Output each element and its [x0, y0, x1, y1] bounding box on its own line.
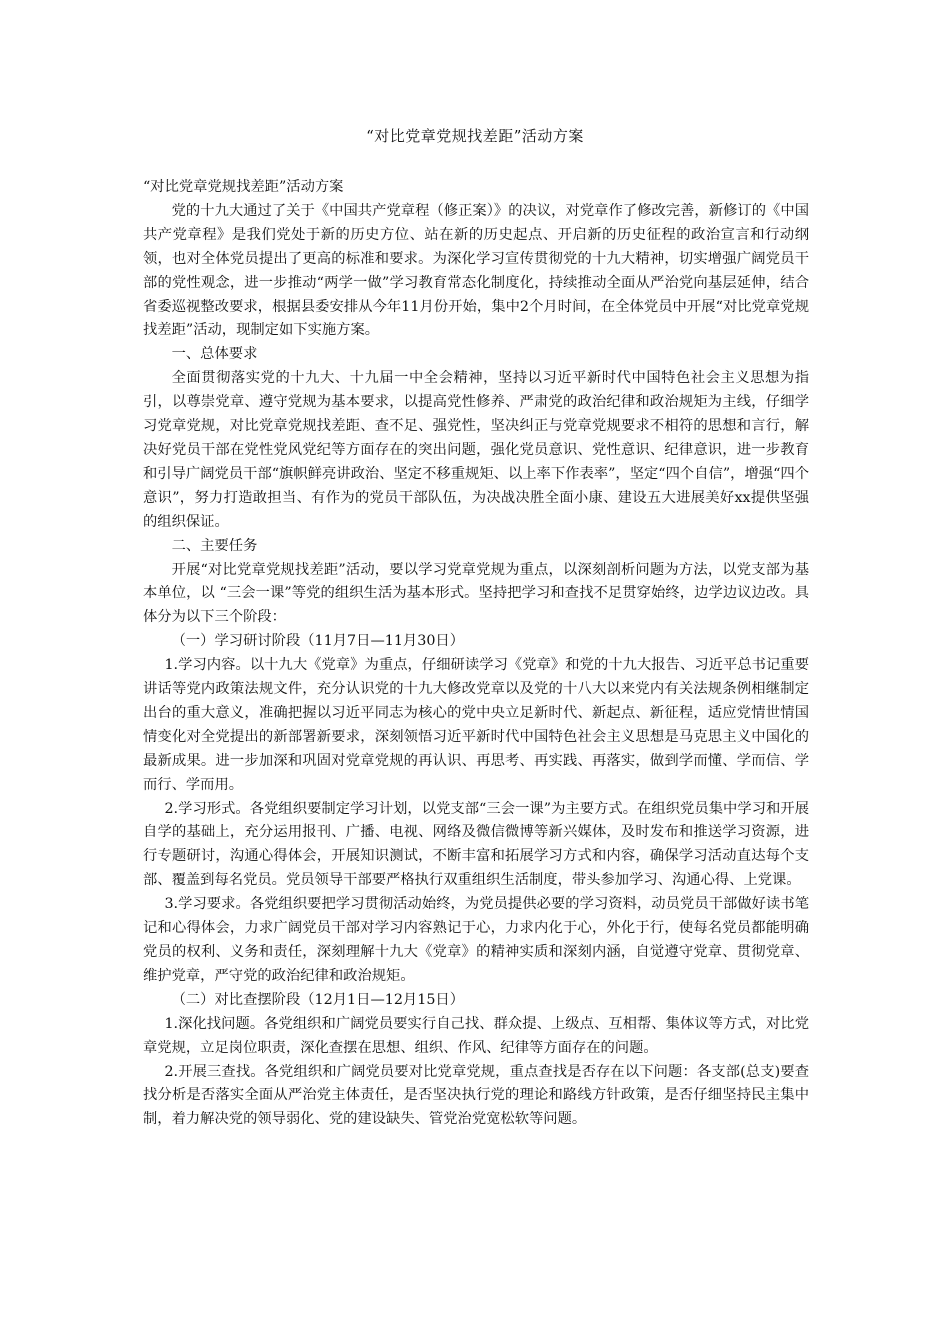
document-title: “对比党章党规找差距”活动方案 — [366, 127, 584, 145]
body-paragraph: 党的十九大通过了关于《中国共产党章程（修正案）》的决议，对党章作了修改完善，新修订的《中国共产党章程》是我们党处于新的历史方位、站在新的历史起点、开启新的历史征程的政治宣言和行动纲领，也对全体党员提出了更高的标准和要求。为深化学习宣传贯彻党的十九大精神，切实增强广阔党员干部的党性观念，进一步推动“两学一做”学习教育常态化制度化，持续推动全面从严治党向基层延伸，结合省委巡视整改要求，根据县委安排从今年11月份开始，集中2个月时间，在全体党员中开展“对比党章党规找差距”活动，现制定如下实施方案。 — [143, 202, 809, 339]
body-paragraph: 开展“对比党章党规找差距”活动，要以学习党章党规为重点，以深刻剖析问题为方法，以党支部为基本单位，以 “三会一课”等党的组织生活为基本形式。坚持把学习和查找不足贯穿始终，边学边议边改。具体分为以下三个阶段： — [143, 561, 809, 626]
body-paragraph: 2.学习形式。各党组织要制定学习计划，以党支部“三会一课”为主要方式。在组织党员集中学习和开展自学的基础上，充分运用报刊、广播、电视、网络及微信微博等新兴媒体，及时发布和推送学习资源，进行专题研讨，沟通心得体会，开展知识测试，不断丰富和拓展学习方式和内容，确保学习活动直达每个支部、覆盖到每名党员。党员领导干部要严格执行双重组织生活制度，带头参加学习、沟通心得、上党课。 — [143, 800, 809, 889]
body-paragraph: “对比党章党规找差距”活动方案 — [143, 179, 344, 195]
subsection-heading: （二）对比查摆阶段（12月1日—12月15日） — [171, 991, 465, 1008]
section-heading: 二、主要任务 — [171, 537, 258, 554]
body-paragraph: 2.开展三查找。各党组织和广阔党员要对比党章党规，重点查找是否存在以下问题：各支部(总支)要查找分析是否落实全面从严治党主体责任，是否坚决执行党的理论和路线方针政策，是否仔细坚持民主集中制，着力解决党的领导弱化、党的建设缺失、管党治党宽松软等问题。 — [143, 1063, 809, 1128]
body-paragraph: 1.学习内容。以十九大《党章》为重点，仔细研读学习《党章》和党的十九大报告、习近平总书记重要讲话等党内政策法规文件，充分认识党的十九大修改党章以及党的十八大以来党内有关法规条例相继制定出台的重大意义，准确把握以习近平同志为核心的党中央立足新时代、新起点、新征程，适应党情世情国情变化对全党提出的新部署新要求，深刻领悟习近平新时代中国特色社会主义思想是马克思主义中国化的最新成果。进一步加深和巩固对党章党规的再认识、再思考、再实践、再落实，做到学而懂、学而信、学而行、学而用。 — [143, 657, 809, 793]
body-paragraph: 全面贯彻落实党的十九大、十九届一中全会精神，坚持以习近平新时代中国特色社会主义思想为指引，以尊崇党章、遵守党规为基本要求，以提高党性修养、严肃党的政治纪律和政治规矩为主线，仔细学习党章党规，对比党章党规找差距、查不足、强党性，坚决纠正与党章党规要求不相符的思想和言行，解决好党员干部在党性党风党纪等方面存在的突出问题，强化党员意识、党性意识、纪律意识，进一步教育和引导广阔党员干部“旗帜鲜亮讲政治、坚定不移重规矩、以上率下作表率”，坚定“四个自信”，增强“四个意识”，努力打造敢担当、有作为的党员干部队伍，为决战决胜全面小康、建设五大进展美好xx提供坚强的组织保证。 — [143, 370, 809, 530]
document-body — [143, 176, 809, 1132]
body-paragraph: 3.学习要求。各党组织要把学习贯彻活动始终，为党员提供必要的学习资料，动员党员干部做好读书笔记和心得体会，力求广阔党员干部对学习内容熟记于心，力求内化于心，外化于行，使每名党员都能明确党员的权利、义务和责任，深刻理解十九大《党章》的精神实质和深刻内涵，自觉遵守党章、贯彻党章、维护党章，严守党的政治纪律和政治规矩。 — [143, 896, 809, 984]
section-heading: 一、总体要求 — [171, 346, 258, 363]
body-paragraph: 1.深化找问题。各党组织和广阔党员要实行自己找、群众提、上级点、互相帮、集体议等方式，对比党章党规，立足岗位职责，深化查摆在思想、组织、作风、纪律等方面存在的问题。 — [143, 1015, 809, 1056]
subsection-heading: （一）学习研讨阶段（11月7日—11月30日） — [171, 633, 465, 650]
